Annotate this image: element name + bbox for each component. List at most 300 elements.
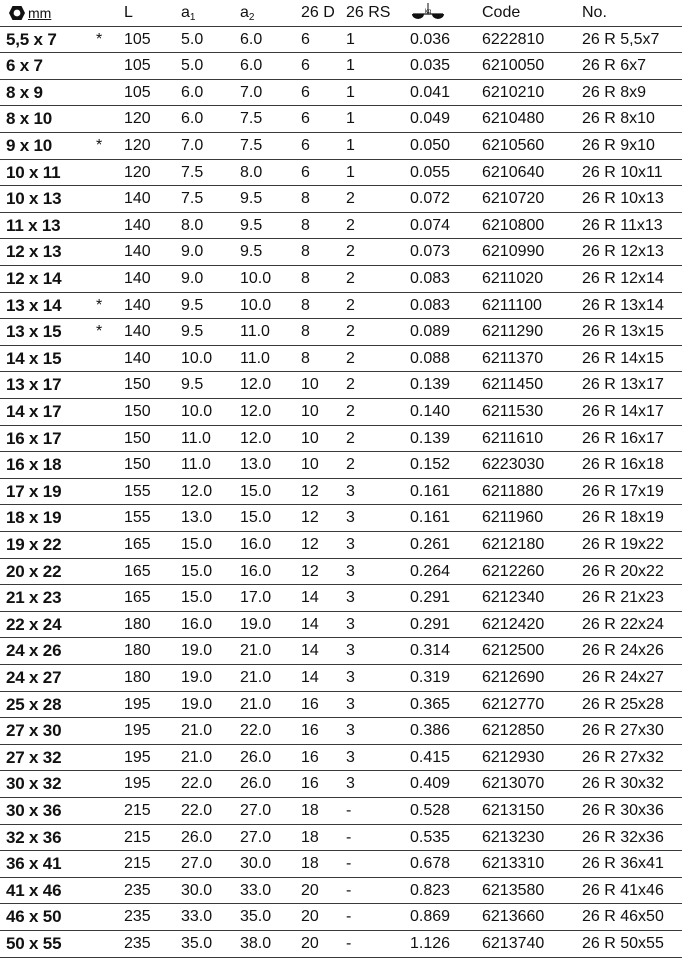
code-cell: 6210640	[482, 163, 545, 181]
a2-cell: 16.0	[240, 562, 272, 580]
a1-cell: 21.0	[181, 748, 213, 766]
26rs-cell: 3	[346, 615, 355, 633]
article-no-cell: 26 R 25x28	[582, 695, 664, 713]
26rs-cell: -	[346, 828, 352, 846]
table-row	[0, 559, 682, 586]
hexagon-nut-icon	[8, 5, 26, 21]
26d-cell: 6	[301, 30, 310, 48]
26d-cell: 14	[301, 669, 319, 686]
weight-cell: 0.073	[410, 243, 451, 261]
26rs-cell: 2	[346, 429, 355, 447]
code-cell: 6212850	[482, 722, 545, 740]
length-cell: 150	[124, 403, 151, 420]
a2-cell: 9.5	[240, 190, 263, 208]
size-cell: 19 x 22	[6, 535, 62, 554]
a1-cell: 5.0	[181, 30, 204, 48]
a2-cell: 8.0	[240, 163, 263, 181]
a2-cell: 21.0	[240, 669, 272, 686]
size-cell: 36 x 41	[6, 854, 62, 874]
table-row	[0, 27, 682, 54]
footnote-marker: *	[96, 323, 103, 341]
a2-cell: 13.0	[240, 456, 272, 474]
a2-cell: 12.0	[240, 429, 272, 447]
table-row	[0, 931, 682, 958]
weight-cell: 0.140	[410, 403, 451, 420]
26rs-cell: 3	[346, 695, 355, 713]
length-cell: 150	[124, 376, 151, 394]
size-cell: 12 x 14	[6, 269, 62, 288]
26d-cell: 10	[301, 456, 319, 474]
table-row	[0, 692, 682, 719]
table-row	[0, 479, 682, 506]
26d-cell: 20	[301, 935, 319, 952]
code-cell: 6210990	[482, 243, 545, 261]
weight-cell: 0.386	[410, 722, 451, 740]
a2-cell: 9.5	[240, 216, 263, 234]
a1-cell: 10.0	[181, 403, 213, 420]
size-cell: 24 x 26	[6, 641, 62, 661]
unit-label: mm	[28, 5, 52, 21]
26d-cell: 16	[301, 695, 319, 713]
article-no-cell: 26 R 10x11	[582, 163, 663, 181]
weight-cell: 0.869	[410, 908, 451, 926]
26rs-cell: 1	[346, 83, 355, 101]
article-no-cell: 26 R 18x19	[582, 509, 664, 527]
26d-cell: 16	[301, 722, 319, 740]
col-header-a1: $a_1$	[181, 4, 196, 23]
length-cell: 165	[124, 589, 151, 607]
footnote-marker: *	[96, 296, 103, 314]
a1-cell: 33.0	[181, 908, 213, 926]
article-no-cell: 26 R 17x19	[582, 482, 664, 500]
a1-cell: 10.0	[181, 349, 213, 367]
col-header-26rs: 26 RS	[346, 4, 391, 21]
26rs-cell: 1	[346, 163, 355, 181]
size-cell: 16 x 17	[6, 428, 62, 448]
size-cell: 30 x 32	[6, 774, 62, 794]
code-cell: 6211530	[482, 403, 544, 420]
size-cell: 27 x 30	[6, 721, 62, 741]
article-no-cell: 26 R 24x27	[582, 669, 664, 686]
article-no-cell: 26 R 16x18	[582, 456, 664, 474]
26d-cell: 14	[301, 615, 319, 633]
a2-cell: 12.0	[240, 376, 272, 394]
26rs-cell: 3	[346, 482, 355, 500]
26d-cell: 6	[301, 163, 310, 181]
a2-cell: 15.0	[240, 509, 272, 527]
length-cell: 105	[124, 83, 151, 101]
table-row	[0, 718, 682, 745]
col-header-code: Code	[482, 4, 521, 21]
weight-cell: 0.041	[410, 83, 451, 101]
table-row	[0, 532, 682, 559]
length-cell: 165	[124, 562, 151, 580]
a1-cell: 13.0	[181, 509, 213, 527]
weight-cell: 0.139	[410, 429, 451, 447]
table-row	[0, 213, 682, 240]
unit-header	[8, 0, 51, 26]
length-cell: 235	[124, 881, 151, 899]
length-cell: 180	[124, 669, 151, 686]
code-cell: 6212260	[482, 562, 545, 580]
col-header-a2: $a_2$	[240, 4, 255, 23]
length-cell: 195	[124, 722, 151, 740]
weight-cell: 0.161	[410, 482, 451, 500]
article-no-cell: 26 R 50x55	[582, 935, 664, 952]
26rs-cell: 3	[346, 642, 355, 660]
a2-cell: 27.0	[240, 802, 272, 819]
article-no-cell: 26 R 20x22	[582, 562, 664, 580]
table-row	[0, 825, 682, 852]
a2-cell: 38.0	[240, 935, 272, 952]
a1-cell: 11.0	[181, 456, 211, 474]
26rs-cell: 3	[346, 562, 355, 580]
table-row	[0, 160, 682, 187]
26rs-cell: 2	[346, 456, 355, 474]
code-cell: 6212930	[482, 748, 545, 766]
a2-cell: 15.0	[240, 482, 272, 500]
a2-cell: 11.0	[240, 323, 270, 341]
size-cell: 21 x 23	[6, 588, 62, 608]
article-no-cell: 26 R 14x17	[582, 403, 664, 420]
length-cell: 140	[124, 216, 151, 234]
length-cell: 140	[124, 243, 151, 261]
a2-cell: 19.0	[240, 615, 272, 633]
weight-cell: 0.088	[410, 349, 451, 367]
article-no-cell: 26 R 16x17	[582, 429, 664, 447]
weight-cell: 0.261	[410, 536, 451, 553]
table-row	[0, 266, 682, 293]
table-row	[0, 346, 682, 373]
code-cell: 6213070	[482, 775, 545, 793]
article-no-cell: 26 R 6x7	[582, 57, 647, 75]
col-header-no: No.	[582, 4, 607, 21]
a1-cell: 22.0	[181, 775, 213, 793]
table-row	[0, 452, 682, 479]
article-no-cell: 26 R 8x9	[582, 83, 647, 101]
size-cell: 46 x 50	[6, 907, 62, 927]
26rs-cell: 2	[346, 216, 355, 234]
weight-cell: 0.050	[410, 137, 451, 154]
article-no-cell: 26 R 12x13	[582, 243, 664, 261]
a1-cell: 27.0	[181, 855, 213, 873]
weight-cell: 0.089	[410, 323, 451, 341]
header-row	[0, 0, 682, 27]
a2-cell: 9.5	[240, 243, 263, 261]
table-row	[0, 53, 682, 80]
code-cell: 6211960	[482, 509, 544, 527]
26d-cell: 18	[301, 802, 319, 819]
a1-cell: 15.0	[181, 589, 213, 607]
a1-cell: 6.0	[181, 110, 204, 128]
article-no-cell: 26 R 41x46	[582, 881, 664, 899]
article-no-cell: 26 R 11x13	[582, 216, 663, 234]
size-cell: 10 x 11	[6, 162, 61, 182]
26rs-cell: 2	[346, 296, 355, 314]
weight-cell: 0.528	[410, 802, 451, 819]
code-cell: 6212770	[482, 695, 545, 713]
26rs-cell: 3	[346, 669, 355, 686]
size-cell: 8 x 9	[6, 82, 43, 102]
26rs-cell: 3	[346, 722, 355, 740]
article-no-cell: 26 R 14x15	[582, 349, 664, 367]
length-cell: 180	[124, 642, 151, 660]
code-cell: 6210800	[482, 216, 545, 234]
size-cell: 32 x 36	[6, 827, 62, 847]
a2-cell: 17.0	[240, 589, 272, 607]
article-no-cell: 26 R 24x26	[582, 642, 664, 660]
26d-cell: 12	[301, 509, 319, 527]
article-no-cell: 26 R 13x14	[582, 296, 664, 314]
26rs-cell: 1	[346, 137, 355, 154]
article-no-cell: 26 R 22x24	[582, 615, 664, 633]
length-cell: 235	[124, 935, 151, 952]
26rs-cell: 1	[346, 110, 355, 128]
a1-cell: 9.5	[181, 323, 204, 341]
size-cell: 5,5 x 7	[6, 29, 57, 49]
size-cell: 10 x 13	[6, 189, 62, 209]
a2-cell: 10.0	[240, 270, 272, 287]
26rs-cell: 2	[346, 349, 355, 367]
size-cell: 14 x 17	[6, 402, 62, 421]
article-no-cell: 26 R 9x10	[582, 137, 655, 154]
table-row	[0, 505, 682, 532]
col-header-26d: 26 D	[301, 4, 335, 21]
26rs-cell: 1	[346, 57, 355, 75]
26rs-cell: -	[346, 881, 352, 899]
length-cell: 120	[124, 163, 151, 181]
a1-cell: 6.0	[181, 83, 204, 101]
size-cell: 16 x 18	[6, 455, 62, 475]
a1-cell: 5.0	[181, 57, 204, 75]
26d-cell: 12	[301, 482, 319, 500]
table-row	[0, 638, 682, 665]
weight-cell: 0.409	[410, 775, 451, 793]
length-cell: 120	[124, 137, 151, 154]
26rs-cell: -	[346, 935, 352, 952]
code-cell: 6210560	[482, 137, 545, 154]
weight-cell: 0.365	[410, 695, 451, 713]
table-row	[0, 186, 682, 213]
scale-icon	[410, 1, 446, 23]
length-cell: 215	[124, 828, 151, 846]
26rs-cell: -	[346, 802, 352, 819]
weight-cell: 0.823	[410, 881, 451, 899]
a1-cell: 19.0	[181, 695, 213, 713]
26d-cell: 18	[301, 855, 319, 873]
a1-cell: 19.0	[181, 642, 213, 660]
26rs-cell: 3	[346, 536, 355, 553]
26rs-cell: 2	[346, 323, 355, 341]
size-cell: 13 x 14	[6, 295, 62, 315]
length-cell: 195	[124, 695, 151, 713]
table-row	[0, 745, 682, 772]
a2-cell: 12.0	[240, 403, 272, 420]
26d-cell: 16	[301, 748, 319, 766]
a2-cell: 6.0	[240, 30, 263, 48]
26d-cell: 10	[301, 376, 319, 394]
26d-cell: 6	[301, 57, 310, 75]
a2-cell: 11.0	[240, 349, 270, 367]
weight-cell: 0.161	[410, 509, 451, 527]
weight-cell: 0.291	[410, 615, 451, 633]
weight-cell: 0.049	[410, 110, 451, 128]
26d-cell: 14	[301, 589, 319, 607]
weight-cell: 1.126	[410, 935, 451, 952]
article-no-cell: 26 R 10x13	[582, 190, 664, 208]
table-row	[0, 612, 682, 639]
a1-cell: 19.0	[181, 669, 213, 686]
table-row	[0, 851, 682, 878]
code-cell: 6213150	[482, 802, 545, 819]
26rs-cell: 3	[346, 775, 355, 793]
size-cell: 9 x 10	[6, 136, 53, 155]
a2-cell: 7.0	[240, 83, 263, 101]
code-cell: 6213580	[482, 881, 545, 899]
a2-cell: 10.0	[240, 296, 272, 314]
size-cell: 50 x 55	[6, 934, 62, 953]
article-no-cell: 26 R 13x17	[582, 376, 664, 394]
size-cell: 18 x 19	[6, 508, 62, 528]
a2-cell: 30.0	[240, 855, 272, 873]
a1-cell: 7.5	[181, 163, 204, 181]
table-row	[0, 798, 682, 825]
26d-cell: 20	[301, 908, 319, 926]
article-no-cell: 26 R 19x22	[582, 536, 664, 553]
table-row	[0, 878, 682, 905]
size-cell: 6 x 7	[6, 56, 43, 76]
table-row	[0, 319, 682, 346]
length-cell: 155	[124, 509, 151, 527]
weight-cell: 0.055	[410, 163, 451, 181]
size-cell: 41 x 46	[6, 880, 62, 900]
26d-cell: 8	[301, 296, 310, 314]
weight-cell: 0.072	[410, 190, 451, 208]
table-row	[0, 399, 682, 426]
26d-cell: 18	[301, 828, 319, 846]
size-cell: 30 x 36	[6, 801, 62, 820]
code-cell: 6211880	[482, 482, 544, 500]
weight-cell: 0.083	[410, 270, 451, 287]
article-no-cell: 26 R 30x32	[582, 775, 664, 793]
article-no-cell: 26 R 21x23	[582, 589, 664, 607]
a2-cell: 22.0	[240, 722, 272, 740]
26rs-cell: 3	[346, 748, 355, 766]
26d-cell: 6	[301, 137, 310, 154]
length-cell: 105	[124, 30, 151, 48]
length-cell: 120	[124, 110, 151, 128]
26rs-cell: 1	[346, 30, 355, 48]
26rs-cell: 2	[346, 243, 355, 261]
length-cell: 235	[124, 908, 151, 926]
26rs-cell: 2	[346, 403, 355, 420]
weight-cell: 0.535	[410, 828, 451, 846]
article-no-cell: 26 R 5,5x7	[582, 30, 660, 48]
a2-cell: 7.5	[240, 137, 263, 154]
article-no-cell: 26 R 27x32	[582, 748, 664, 766]
footnote-marker: *	[96, 30, 103, 48]
26d-cell: 8	[301, 243, 310, 261]
size-cell: 22 x 24	[6, 614, 62, 634]
26rs-cell: 3	[346, 509, 355, 527]
size-cell: 17 x 19	[6, 481, 62, 501]
article-no-cell: 26 R 32x36	[582, 828, 664, 846]
article-no-cell: 26 R 36x41	[582, 855, 664, 873]
a2-cell: 27.0	[240, 828, 272, 846]
length-cell: 140	[124, 323, 151, 341]
table-row	[0, 133, 682, 160]
size-cell: 24 x 27	[6, 668, 62, 687]
length-cell: 105	[124, 57, 151, 75]
a1-cell: 16.0	[181, 615, 213, 633]
code-cell: 6210720	[482, 190, 545, 208]
size-cell: 25 x 28	[6, 694, 62, 714]
26d-cell: 20	[301, 881, 319, 899]
code-cell: 6213740	[482, 935, 545, 952]
length-cell: 215	[124, 855, 151, 873]
table-row	[0, 426, 682, 453]
a2-cell: 21.0	[240, 642, 272, 660]
26d-cell: 8	[301, 349, 310, 367]
table-row	[0, 239, 682, 266]
a2-cell: 33.0	[240, 881, 272, 899]
code-cell: 6212500	[482, 642, 545, 660]
weight-cell: 0.036	[410, 30, 451, 48]
length-cell: 150	[124, 456, 151, 474]
26rs-cell: -	[346, 855, 352, 873]
26d-cell: 16	[301, 775, 319, 793]
a1-cell: 11.0	[181, 429, 211, 447]
table-row	[0, 372, 682, 399]
length-cell: 195	[124, 748, 151, 766]
code-cell: 6211450	[482, 376, 544, 394]
a1-cell: 26.0	[181, 828, 213, 846]
26d-cell: 12	[301, 562, 319, 580]
weight-cell: 0.035	[410, 57, 451, 75]
weight-cell: 0.319	[410, 669, 451, 686]
table-row	[0, 771, 682, 798]
26rs-cell: -	[346, 908, 352, 926]
article-no-cell: 26 R 8x10	[582, 110, 655, 128]
26rs-cell: 3	[346, 589, 355, 607]
table-row	[0, 665, 682, 692]
code-cell: 6210050	[482, 57, 545, 75]
weight-cell: 0.314	[410, 642, 451, 660]
code-cell: 6223030	[482, 456, 545, 474]
26d-cell: 10	[301, 429, 319, 447]
length-cell: 140	[124, 296, 151, 314]
size-cell: 27 x 32	[6, 747, 62, 767]
a1-cell: 12.0	[181, 482, 213, 500]
article-no-cell: 26 R 46x50	[582, 908, 664, 926]
a2-cell: 26.0	[240, 748, 272, 766]
26d-cell: 6	[301, 83, 310, 101]
weight-cell: 0.152	[410, 456, 451, 474]
a1-cell: 15.0	[181, 536, 213, 553]
table-row	[0, 80, 682, 107]
length-cell: 215	[124, 802, 151, 819]
length-cell: 140	[124, 349, 151, 367]
size-cell: 20 x 22	[6, 561, 62, 581]
length-cell: 195	[124, 775, 151, 793]
article-no-cell: 26 R 12x14	[582, 270, 664, 287]
length-cell: 140	[124, 270, 151, 287]
code-cell: 6213310	[482, 855, 545, 873]
code-cell: 6212340	[482, 589, 545, 607]
article-no-cell: 26 R 27x30	[582, 722, 664, 740]
code-cell: 6211290	[482, 323, 544, 341]
code-cell: 6211020	[482, 270, 544, 287]
